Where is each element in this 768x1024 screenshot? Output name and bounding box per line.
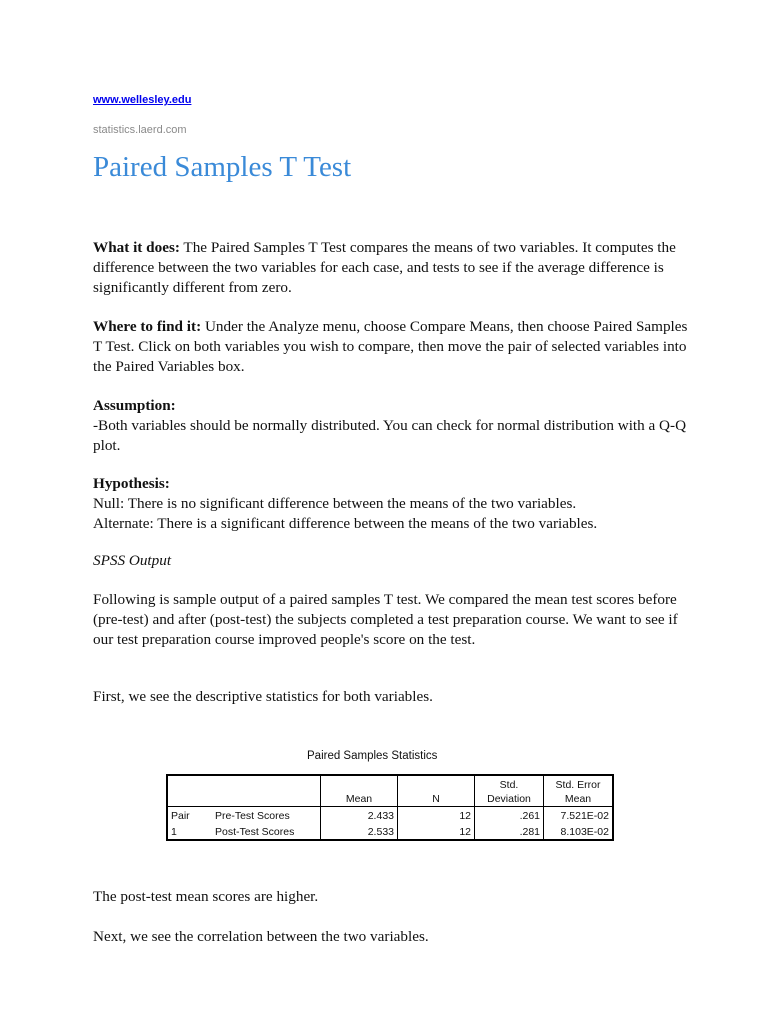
what-it-does-text: The Paired Samples T Test compares the means of two variables. It computes the difference between the two variables for each case, and tests to see if the average difference is significantly different from zero. [93,239,676,296]
header-std-error-mean [544,775,614,807]
header-mean: Mean [321,775,398,807]
where-to-find-label: Where to find it: [93,318,202,335]
pair-label: Pair [167,807,212,824]
post-test-paragraph: The post-test mean scores are higher. [93,888,319,905]
page-title: Paired Samples T Test [93,151,352,183]
header-sd-line2: Deviation [487,793,531,805]
pair-number: 1 [167,823,212,840]
hypothesis-label: Hypothesis: [93,475,170,492]
header-empty-variable [212,775,321,807]
assumption-label: Assumption: [93,397,176,414]
sd-cell: .281 [475,823,544,840]
mean-cell: 2.533 [321,823,398,840]
what-it-does-label: What it does: [93,239,180,256]
sd-cell: .261 [475,807,544,824]
n-cell: 12 [398,807,475,824]
se-cell: 8.103E-02 [544,823,614,840]
mean-cell: 2.433 [321,807,398,824]
assumption-paragraph [93,396,693,456]
assumption-text: -Both variables should be normally distributed. You can check for normal distribution with a Q-Q plot. [93,417,687,454]
hypothesis-paragraph [93,474,693,534]
variable-cell: Pre-Test Scores [215,810,290,822]
what-it-does-paragraph [93,238,693,298]
paired-samples-statistics-table [166,774,614,841]
header-n: N [398,775,475,807]
source-text: statistics.laerd.com [93,124,187,136]
header-sd-line1: Std. [499,779,519,791]
table-row [167,823,613,840]
wellesley-link[interactable]: www.wellesley.edu [93,94,192,106]
table-row [167,807,613,824]
variable-cell: Post-Test Scores [212,823,321,840]
header-se-line1: Std. Error [555,779,601,791]
header-se-line2: Mean [564,793,592,805]
table-header-row [167,775,613,807]
spss-output-heading: SPSS Output [93,552,172,569]
next-paragraph: Next, we see the correlation between the two variables. [93,928,429,945]
first-paragraph: First, we see the descriptive statistics for both variables. [93,688,433,705]
n-cell: 12 [398,823,475,840]
following-paragraph: Following is sample output of a paired samples T test. We compared the mean test scores before (pre-test) and after (post-test) the subjects completed a test preparation course. We want to see if our test preparation course improved people's score on the test. [93,591,678,648]
hypothesis-null: Null: There is no significant difference between the means of the two variables. [93,495,577,512]
header-std-deviation [475,775,544,807]
header-empty-pair [167,775,212,807]
hypothesis-alternate: Alternate: There is a significant difference between the means of the two variables. [93,515,598,532]
where-to-find-paragraph [93,317,693,377]
stats-table-caption: Paired Samples Statistics [307,750,438,762]
where-to-find-text: Under the Analyze menu, choose Compare Means, then choose Paired Samples T Test. Click on both variables you wish to compare, then move the pair of selected variables into the Paired Variables box. [93,318,688,375]
se-cell: 7.521E-02 [544,807,614,824]
